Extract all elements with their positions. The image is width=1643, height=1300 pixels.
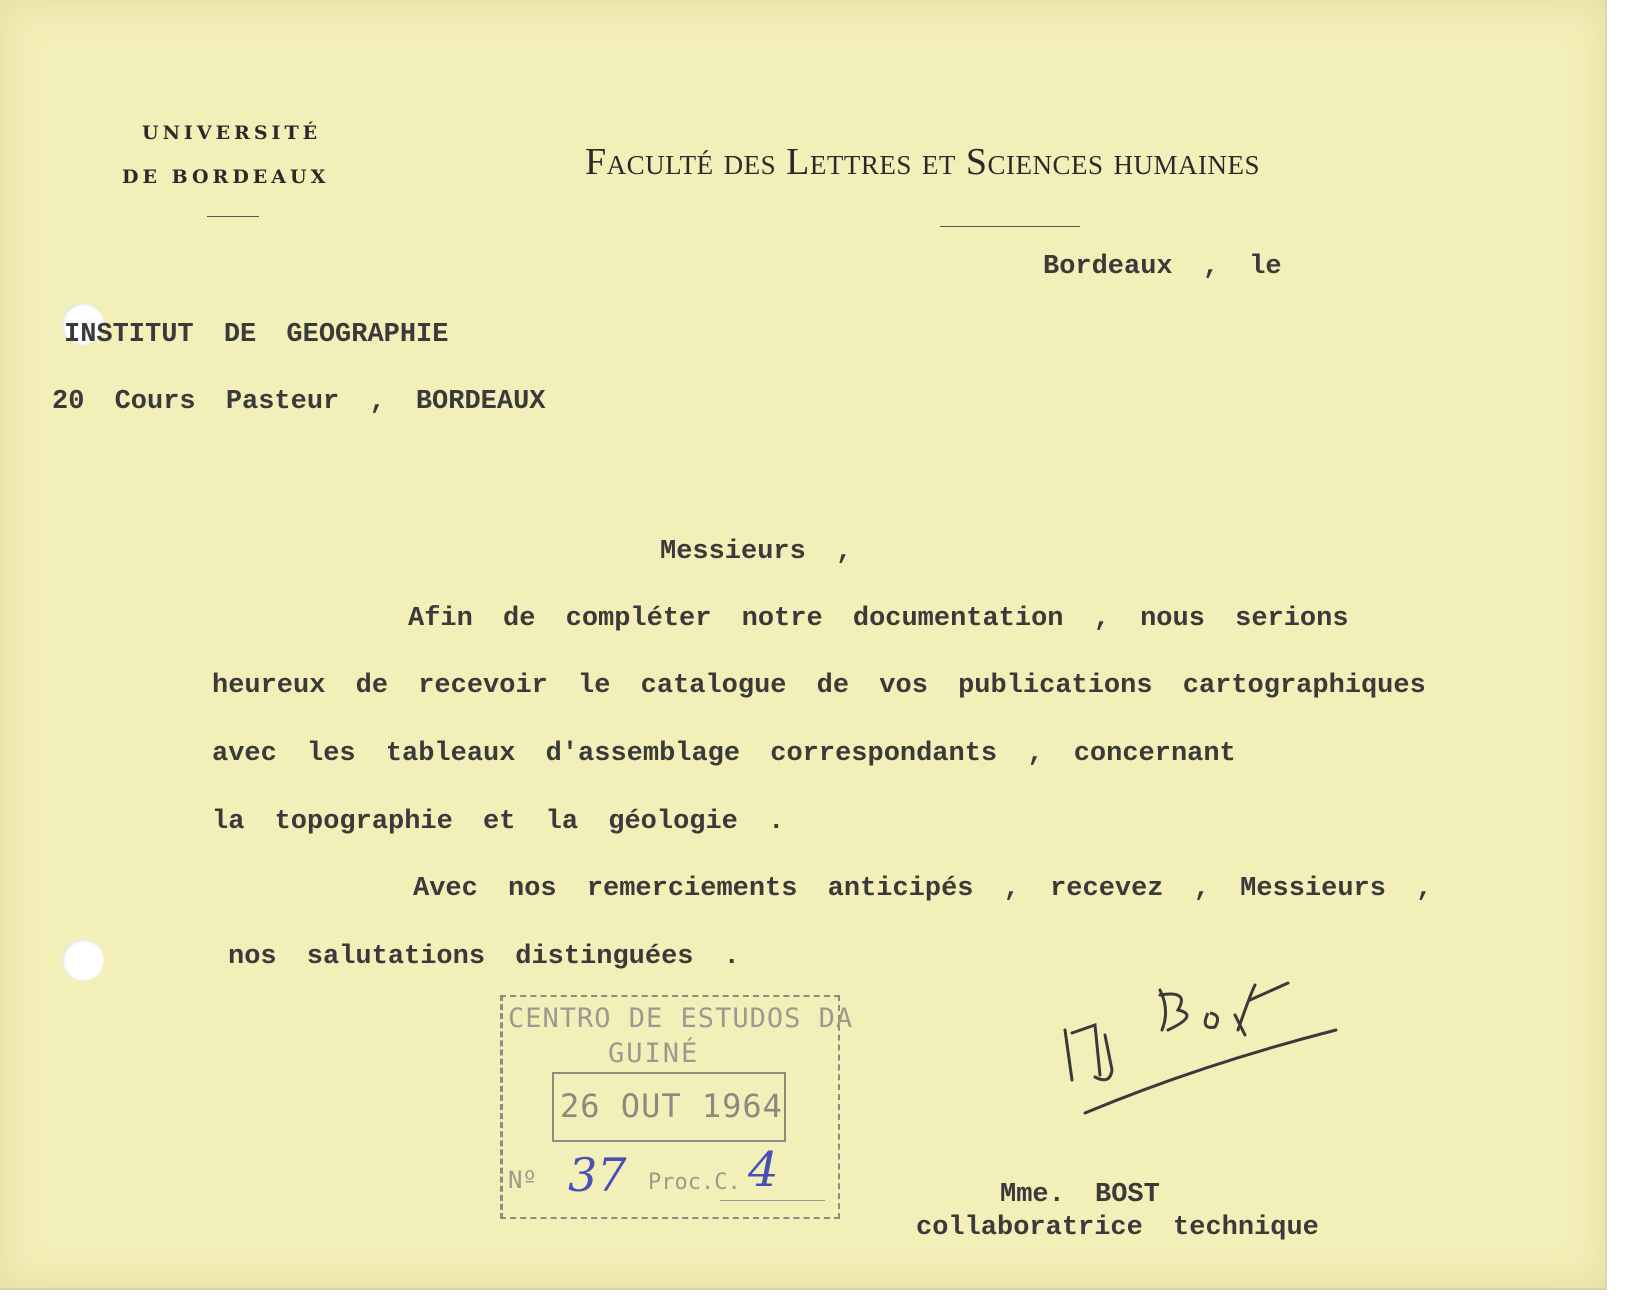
body-line: Afin de compléter notre documentation , nous serions [408, 604, 1349, 634]
signer-name: Mme. BOST [1000, 1180, 1160, 1210]
body-line: nos salutations distinguées . [228, 942, 740, 972]
faculty-title: Faculté des Lettres et Sciences humaines [585, 141, 1260, 183]
body-line: avec les tableaux d'assemblage correspondants , concernant [212, 739, 1236, 769]
university-line2: DE BORDEAUX [122, 166, 330, 188]
signature-graphic [1050, 975, 1350, 1125]
sender-line1: INSTITUT DE GEOGRAPHIE [64, 320, 449, 350]
stamp-proc-value: 4 [748, 1142, 779, 1198]
university-line1: UNIVERSITÉ [142, 122, 322, 144]
stamp-number-label: Nº [508, 1166, 537, 1194]
salutation: Messieurs , [660, 537, 853, 567]
body-line: Avec nos remerciements anticipés , recevez , Messieurs , [413, 874, 1433, 904]
stamp-line2: GUINÉ [608, 1038, 700, 1069]
header-rule [207, 216, 259, 217]
stamp-dotted-line [720, 1200, 825, 1201]
stamp-proc-label: Proc.C. [648, 1170, 741, 1195]
header-rule [940, 226, 1080, 227]
signer-title: collaboratrice technique [916, 1213, 1319, 1243]
sender-line2: 20 Cours Pasteur , BORDEAUX [52, 387, 546, 417]
stamp-line1: CENTRO DE ESTUDOS DA [508, 1003, 854, 1034]
date-line: Bordeaux , le [1043, 252, 1282, 282]
punch-hole [62, 939, 104, 981]
stamp-date: 26 OUT 1964 [560, 1087, 783, 1125]
body-line: la topographie et la géologie . [212, 807, 785, 837]
stamp-number-value: 37 [568, 1148, 627, 1202]
body-line: heureux de recevoir le catalogue de vos publications cartographiques [212, 671, 1426, 701]
